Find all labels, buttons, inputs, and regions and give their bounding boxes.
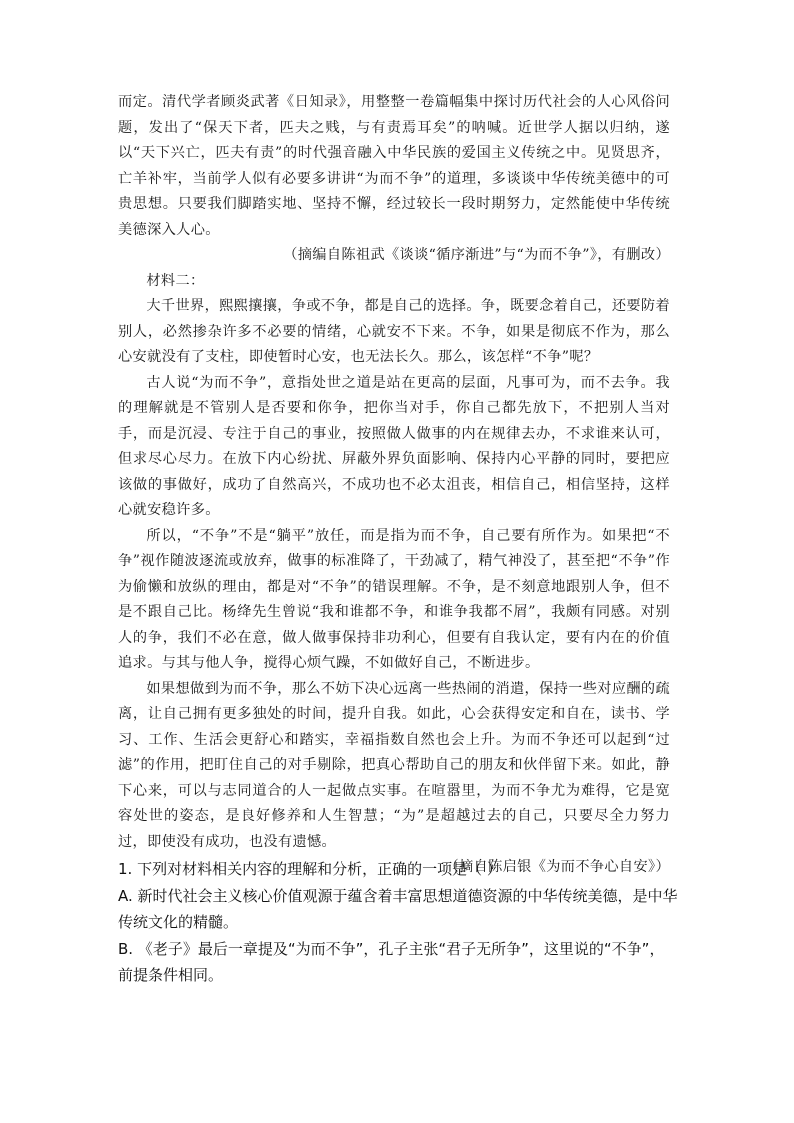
- question-stem: 1. 下列对材料相关内容的理解和分析，正确的一项是（ ）: [118, 860, 502, 878]
- material2-paragraph-3: 所以，“不争”不是“躺平”放任，而是指为而不争，自己要有所作为。如果把“不争”视作随波逐流或放弃，做事的标准降了，干劲减了，精气神没了，甚至把“不争”作为偷懒和放纵的理由，都是对“不争”的错误理解。不争，是不刻意地跟别人争，但不是不跟自己比。杨绛先生曾说“我和谁都不争，和谁争我都不屑”，我颇有同感。对别人的争，我们不必在意，做人做事保持非功利心，但要有自我认定，要有内在的价值追求。与其与他人争，搅得心烦气躁，不如做好自己，不断进步。: [118, 527, 670, 671]
- option-b[interactable]: B. 《老子》最后一章提及“为而不争”，孔子主张“君子无所争”，这里说的“不争”，前提条件相同。: [118, 939, 665, 984]
- material2-heading: 材料二：: [146, 272, 205, 289]
- option-a[interactable]: A. 新时代社会主义核心价值观源于蕴含着丰富思想道德资源的中华传统美德，是中华传统文化的精髓。: [118, 886, 678, 931]
- material2-paragraph-4: 如果想做到为而不争，那么不妨下决心远离一些热闹的消遣，保持一些对应酬的疏离，让自己拥有更多独处的时间，提升自我。如此，心会获得安定和自在，读书、学习、工作、生活会更舒心和踏实，幸福指数自然也会上升。为而不争还可以起到“过滤”的作用，把盯住自己的对手剔除，把真心帮助自己的朋友和伙伴留下来。如此，静下心来，可以与志同道合的人一起做点实事。在喧嚣里，为而不争尤为难得，它是宽容处世的姿态，是良好修养和人生智慧；“为”是超越过去的自己，只要尽全力努力过，即使没有成功，也没有遗憾。: [118, 680, 670, 850]
- reading-passage: [118, 90, 670, 881]
- material2-paragraph-2: 古人说“为而不争”，意指处世之道是站在更高的层面，凡事可为，而不去争。我的理解就是不管别人是否要和你争，把你当对手，你自己都先放下，不把别人当对手，而是沉浸、专注于自己的事业，按照做人做事的内在规律去办，不求谁来认可，但求尽心尽力。在放下内心纷扰、屏蔽外界负面影响、保持内心平静的同时，要把应该做的事做好，成功了自然高兴，不成功也不必太沮丧，相信自己，相信坚持，这样心就安稳许多。: [118, 374, 670, 518]
- material2-paragraph-1: 大千世界，熙熙攘攘，争或不争，都是自己的选择。争，既要念着自己，还要防着别人，必然掺杂许多不必要的情绪，心就安不下来。不争，如果是彻底不作为，那么心安就没有了支柱，即使暂时心安，也无法长久。那么，该怎样“不争”呢？: [118, 298, 670, 365]
- material2-citation: （摘自陈启银《为而不争心自安》）: [444, 859, 670, 875]
- material1-citation: （摘编自陈祖武《谈谈“循序渐进”与“为而不争”》，有删改）: [283, 247, 670, 263]
- question-1: [118, 856, 678, 989]
- material1-closing-paragraph: 而定。清代学者顾炎武著《日知录》，用整整一卷篇幅集中探讨历代社会的人心风俗问题，发出了“保天下者，匹夫之贱，与有责焉耳矣”的呐喊。近世学人据以归纳，遂以“天下兴亡，匹夫有责”的时代强音融入中华民族的爱国主义传统之中。见贤思齐，亡羊补牢，当前学人似有必要多讲讲“为而不争”的道理，多谈谈中华传统美德中的可贵思想。只要我们脚踏实地、坚持不懈，经过较长一段时期努力，定然能使中华传统美德深入人心。: [118, 94, 670, 238]
